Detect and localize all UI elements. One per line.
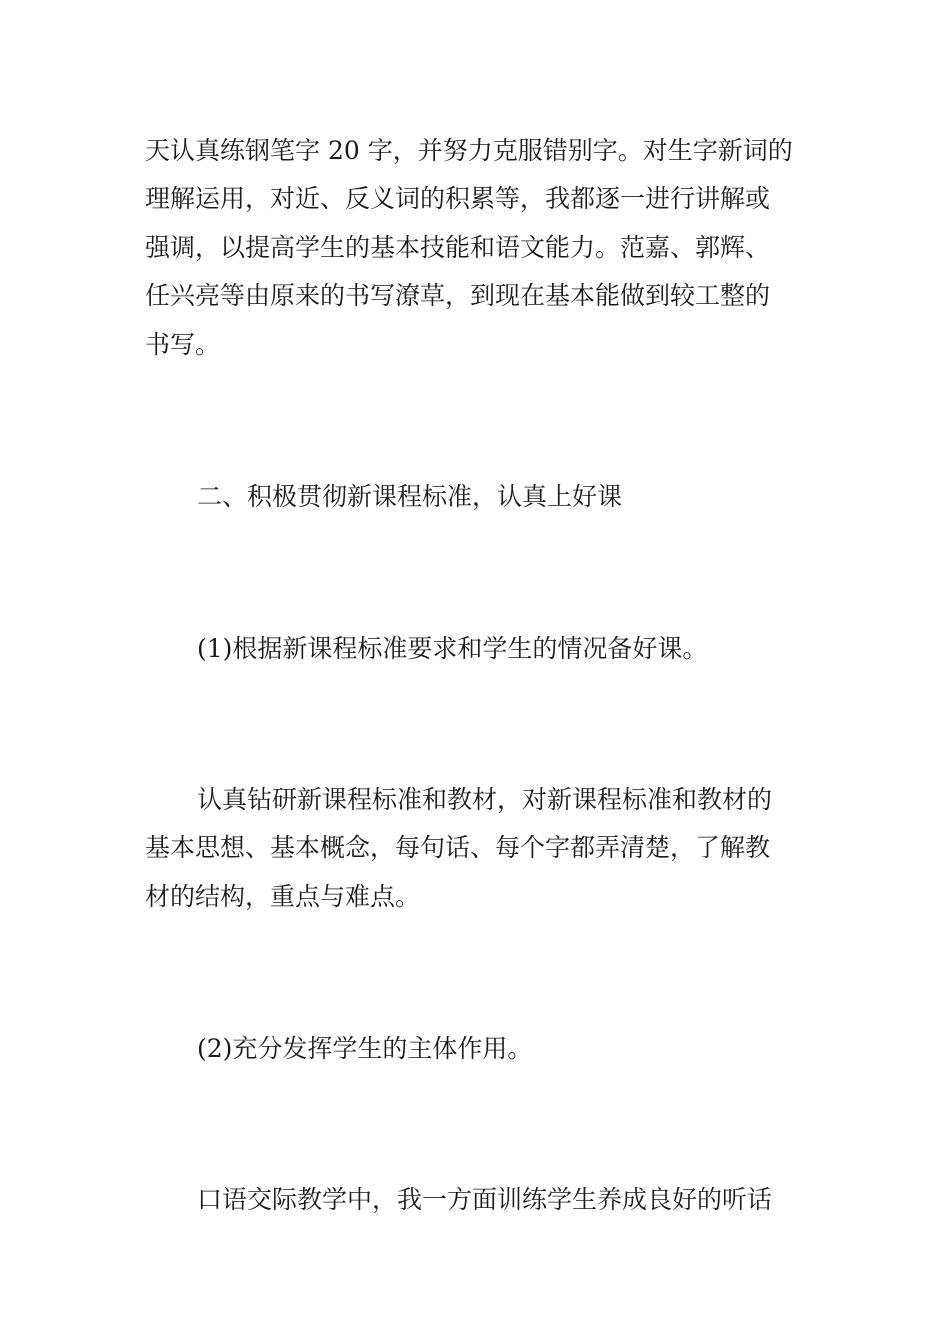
paragraph-1-line-4: 任兴亮等由原来的书写潦草，到现在基本能做到较工整的 (145, 281, 771, 310)
paragraph-1-line-1: 天认真练钢笔字 20 字，并努力克服错别字。对生字新词的 (145, 136, 793, 165)
paragraph-2-line-3: 材的结构，重点与难点。 (145, 882, 421, 911)
paragraph-2-line-1: 认真钻研新课程标准和教材，对新课程标准和教材的 (197, 785, 773, 814)
paragraph-3-line-1: 口语交际教学中，我一方面训练学生养成良好的听话 (197, 1185, 773, 1214)
paragraph-1-line-5: 书写。 (145, 330, 221, 359)
paragraph-1-line-3: 强调，以提高学生的基本技能和语文能力。范嘉、郭辉、 (145, 233, 771, 262)
section-heading-2: 二、积极贯彻新课程标准，认真上好课 (197, 482, 623, 511)
subheading-1: (1)根据新课程标准要求和学生的情况备好课。 (197, 634, 708, 663)
subheading-2: (2)充分发挥学生的主体作用。 (197, 1034, 533, 1063)
paragraph-1-line-2: 理解运用，对近、反义词的积累等，我都逐一进行讲解或 (145, 184, 771, 213)
paragraph-2-line-2: 基本思想、基本概念，每句话、每个字都弄清楚，了解教 (145, 833, 771, 862)
